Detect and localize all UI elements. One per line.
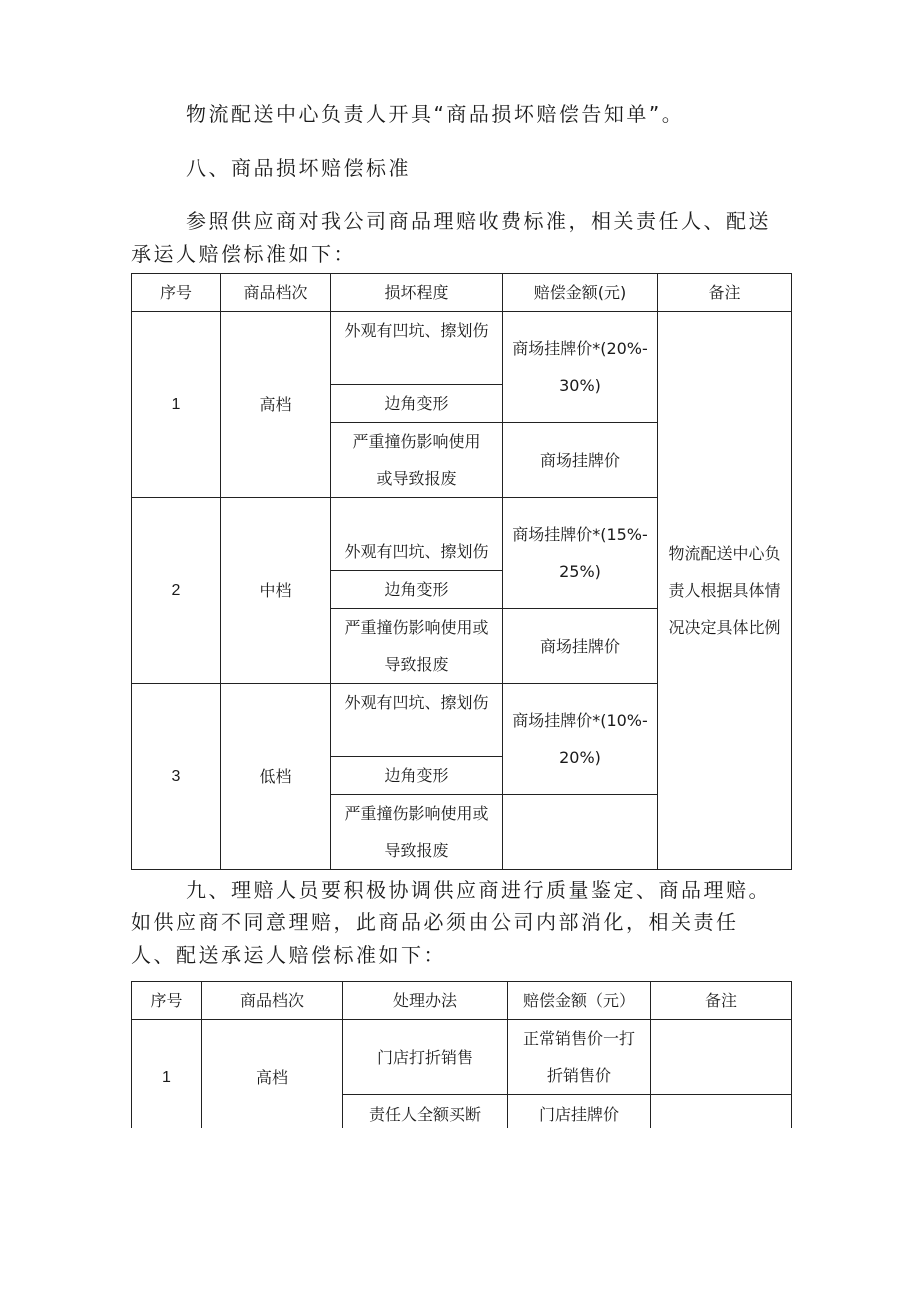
t1-row3-no: 3 — [132, 684, 221, 870]
t1-row1-amount1-l2: 30%) — [559, 376, 601, 395]
t1-row2-grade: 中档 — [221, 498, 331, 684]
t1-row1-damage1: 外观有凹坑、擦划伤 — [331, 312, 503, 385]
t1-row2-damage3 — [331, 609, 503, 684]
t1-row2-amount1-l2: 25%) — [559, 562, 601, 581]
t1-row1-amount1 — [503, 312, 658, 423]
t2-header-amount: 赔偿金额（元） — [508, 982, 651, 1020]
t1-row2-amount2: 商场挂牌价 — [503, 609, 658, 684]
t2-row1-amount1-l1: 正常销售价一打 — [522, 1029, 635, 1048]
t1-header-remark: 备注 — [658, 274, 792, 312]
t2-row1-amount1 — [508, 1020, 651, 1095]
para-top: 物流配送中心负责人开具“商品损坏赔偿告知单”。 — [186, 102, 685, 126]
t1-row3-damage3-l2: 导致报废 — [384, 841, 449, 860]
t1-row3-amount1-l2: 20%) — [559, 748, 601, 767]
t2-row1-no: 1 — [132, 1020, 202, 1129]
t1-header-grade: 商品档次 — [221, 274, 331, 312]
t1-header-no: 序号 — [132, 274, 221, 312]
t2-row1-method1: 门店打折销售 — [343, 1020, 508, 1095]
t1-row3-amount1 — [503, 684, 658, 795]
section8-intro-line2: 承运人赔偿标准如下： — [131, 242, 356, 266]
compensation-table-1 — [131, 273, 792, 870]
t1-row3-amount2 — [503, 795, 658, 870]
t1-remark-l2: 责人根据具体情 — [668, 581, 781, 600]
section9-line2: 如供应商不同意理赔，此商品必须由公司内部消化，相关责任 — [131, 910, 739, 934]
t1-row3-damage2: 边角变形 — [331, 757, 503, 795]
t1-remark-l3: 况决定具体比例 — [668, 618, 781, 637]
t1-row2-amount1-l1: 商场挂牌价*(15%- — [512, 525, 648, 544]
t1-row3-damage1: 外观有凹坑、擦划伤 — [331, 684, 503, 757]
t2-header-remark: 备注 — [651, 982, 792, 1020]
t1-row3-grade: 低档 — [221, 684, 331, 870]
t2-row1-method2: 责任人全额买断 — [343, 1095, 508, 1129]
t1-row2-damage3-l2: 导致报废 — [384, 655, 449, 674]
table2-clip — [131, 981, 793, 1128]
t1-row1-amount2: 商场挂牌价 — [503, 423, 658, 498]
t1-header-amount: 赔偿金额(元) — [503, 274, 658, 312]
t2-row1-remark2 — [651, 1095, 792, 1129]
t2-header-method: 处理办法 — [343, 982, 508, 1020]
t1-remark — [658, 312, 792, 870]
section8-title: 八、商品损坏赔偿标准 — [186, 156, 411, 180]
t2-row1-grade: 高档 — [202, 1020, 343, 1129]
t1-row1-damage2: 边角变形 — [331, 385, 503, 423]
t1-row2-amount1 — [503, 498, 658, 609]
section9-line3: 人、配送承运人赔偿标准如下： — [131, 943, 446, 967]
t1-row1-grade: 高档 — [221, 312, 331, 498]
t1-row2-damage3-l1: 严重撞伤影响使用或 — [344, 618, 489, 637]
t1-row1-damage3 — [331, 423, 503, 498]
t1-row3-damage3 — [331, 795, 503, 870]
t1-row1-no: 1 — [132, 312, 221, 498]
t1-row1-damage3-l2: 或导致报废 — [376, 469, 457, 488]
t2-row1-amount1-l2: 折销售价 — [546, 1066, 611, 1085]
t1-header-damage: 损坏程度 — [331, 274, 503, 312]
t1-remark-l1: 物流配送中心负 — [668, 544, 781, 563]
section9-line1: 九、理赔人员要积极协调供应商进行质量鉴定、商品理赔。 — [186, 878, 771, 902]
t2-row1-amount2: 门店挂牌价 — [508, 1095, 651, 1129]
t1-row2-no: 2 — [132, 498, 221, 684]
t1-row1-damage3-l1: 严重撞伤影响使用 — [352, 432, 481, 451]
t1-row2-damage1: 外观有凹坑、擦划伤 — [331, 498, 503, 571]
t2-header-grade: 商品档次 — [202, 982, 343, 1020]
t1-row3-amount1-l1: 商场挂牌价*(10%- — [512, 711, 648, 730]
section8-intro-line1: 参照供应商对我公司商品理赔收费标准，相关责任人、配送 — [186, 209, 771, 233]
t2-header-no: 序号 — [132, 982, 202, 1020]
t1-row2-damage2: 边角变形 — [331, 571, 503, 609]
t1-row3-damage3-l1: 严重撞伤影响使用或 — [344, 804, 489, 823]
t2-row1-remark1 — [651, 1020, 792, 1095]
compensation-table-2 — [131, 981, 792, 1128]
t1-row1-amount1-l1: 商场挂牌价*(20%- — [512, 339, 648, 358]
